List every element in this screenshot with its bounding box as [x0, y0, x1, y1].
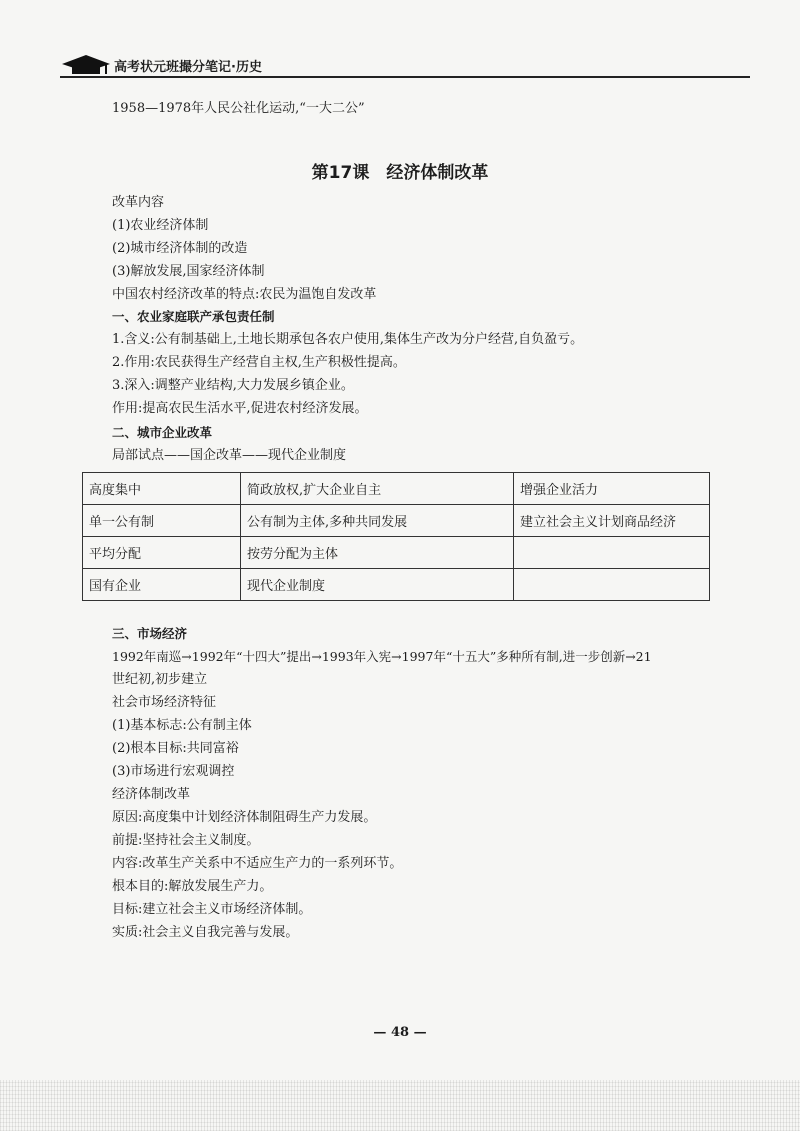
text-line: (3)解放发展,国家经济体制: [112, 264, 265, 279]
text-line: 3.深入:调整产业结构,大力发展乡镇企业。: [112, 378, 354, 393]
graduation-cap-icon: [60, 52, 112, 76]
table-row: [83, 473, 710, 505]
table-cell: 简政放权,扩大企业自主: [241, 473, 514, 505]
text-line: 实质:社会主义自我完善与发展。: [112, 925, 299, 940]
table-cell: [514, 537, 710, 569]
text-line: 经济体制改革: [112, 787, 191, 802]
scan-noise-strip: [0, 1080, 800, 1131]
table-cell: 国有企业: [83, 569, 241, 601]
table-cell: 现代企业制度: [241, 569, 514, 601]
reform-table: [82, 472, 710, 601]
table-cell: 高度集中: [83, 473, 241, 505]
text-line: 1992年南巡→1992年“十四大”提出→1993年入宪→1997年“十五大”多种所有制,进一步创新→21: [112, 649, 652, 664]
table-cell: 增强企业活力: [514, 473, 710, 505]
text-line: 1.含义:公有制基础上,土地长期承包各农户使用,集体生产改为分户经营,自负盈亏。: [112, 332, 584, 347]
text-line: 中国农村经济改革的特点:农民为温饱自发改革: [112, 287, 377, 302]
table-row: [83, 569, 710, 601]
table-cell: 平均分配: [83, 537, 241, 569]
text-line: (2)城市经济体制的改造: [112, 241, 248, 256]
table-cell: 单一公有制: [83, 505, 241, 537]
section-heading: 三、市场经济: [112, 626, 188, 641]
header-rule: [60, 76, 750, 78]
text-line: 改革内容: [112, 195, 165, 210]
table-cell: 按劳分配为主体: [241, 537, 514, 569]
section-heading: 二、城市企业改革: [112, 425, 213, 440]
text-line: (2)根本目标:共同富裕: [112, 741, 239, 756]
text-line: 根本目的:解放发展生产力。: [112, 879, 273, 894]
text-line: 内容:改革生产关系中不适应生产力的一系列环节。: [112, 856, 403, 871]
text-line: (1)农业经济体制: [112, 218, 209, 233]
text-line: (1)基本标志:公有制主体: [112, 718, 252, 733]
table-cell: [514, 569, 710, 601]
table-cell: 公有制为主体,多种共同发展: [241, 505, 514, 537]
text-line: 社会市场经济特征: [112, 695, 217, 710]
text-line: 原因:高度集中计划经济体制阻碍生产力发展。: [112, 810, 377, 825]
section-heading: 一、农业家庭联产承包责任制: [112, 309, 275, 324]
table-row: [83, 505, 710, 537]
text-line: 作用:提高农民生活水平,促进农村经济发展。: [112, 401, 368, 416]
text-line: 前提:坚持社会主义制度。: [112, 833, 260, 848]
intro-line: 1958—1978年人民公社化运动,“一大二公”: [112, 101, 365, 116]
table-cell: 建立社会主义计划商品经济: [514, 505, 710, 537]
page-header: [60, 50, 750, 80]
text-line: 局部试点——国企改革——现代企业制度: [112, 448, 347, 463]
header-title: 高考状元班撮分笔记·历史: [114, 60, 262, 75]
lesson-title: 第17课 经济体制改革: [311, 163, 489, 183]
page-number: — 48 —: [373, 1025, 427, 1040]
table-row: [83, 537, 710, 569]
text-line: (3)市场进行宏观调控: [112, 764, 235, 779]
text-line: 2.作用:农民获得生产经营自主权,生产积极性提高。: [112, 355, 406, 370]
text-line: 世纪初,初步建立: [112, 672, 208, 687]
text-line: 目标:建立社会主义市场经济体制。: [112, 902, 312, 917]
